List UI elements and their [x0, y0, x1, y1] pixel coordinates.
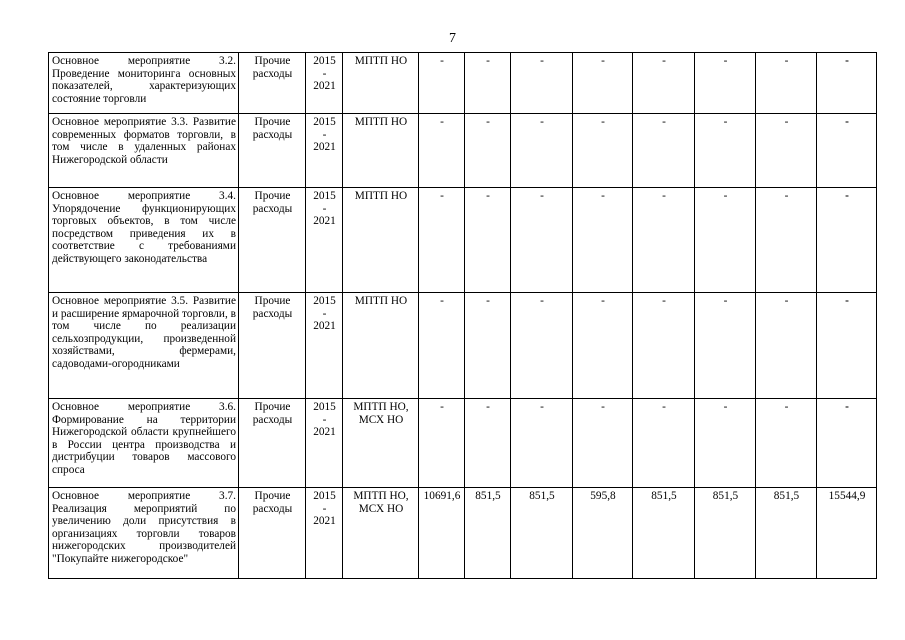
- years-cell: [306, 114, 343, 188]
- year-end: 2021: [313, 426, 336, 439]
- year-end: 2021: [313, 80, 336, 93]
- year-dash: -: [322, 307, 327, 320]
- year-dash: -: [322, 413, 327, 426]
- page-number: 7: [449, 31, 456, 46]
- budget-table: [48, 52, 877, 579]
- year-start: 2015: [313, 401, 336, 413]
- executor: МПТП НО, МСХ НО: [343, 399, 419, 488]
- value-cell: -: [756, 399, 817, 488]
- value-cell: -: [511, 53, 573, 114]
- executor: МПТП НО: [343, 293, 419, 399]
- year-end: 2021: [313, 215, 336, 228]
- value-cell: -: [465, 53, 511, 114]
- value-cell: -: [695, 114, 756, 188]
- activity-name: Основное мероприятие 3.4. Упорядочение функционирующих торговых объектов, в том числе посредством приведения их в соответствие с требованиями действующего законодательства: [49, 188, 239, 293]
- year-start: 2015: [313, 295, 336, 307]
- value-cell: -: [756, 188, 817, 293]
- value-cell-total: -: [817, 114, 877, 188]
- years-cell: [306, 293, 343, 399]
- year-end: 2021: [313, 515, 336, 528]
- year-start: 2015: [313, 190, 336, 202]
- value-cell: 851,5: [633, 488, 695, 579]
- value-cell: -: [419, 293, 465, 399]
- value-cell: -: [756, 114, 817, 188]
- table-row: [49, 399, 877, 488]
- value-cell: -: [465, 114, 511, 188]
- value-cell: -: [695, 293, 756, 399]
- year-dash: -: [322, 202, 327, 215]
- value-cell: -: [419, 188, 465, 293]
- year-end: 2021: [313, 320, 336, 333]
- expense-type: Прочие расходы: [239, 53, 306, 114]
- value-cell: -: [465, 399, 511, 488]
- activity-name: Основное мероприятие 3.7. Реализация мероприятий по увеличению доли присутствия в организациях торговли товаров нижегородских производителей "Покупайте нижегородское": [49, 488, 239, 579]
- expense-type: Прочие расходы: [239, 293, 306, 399]
- activity-name: Основное мероприятие 3.2. Проведение мониторинга основных показателей, характеризующих состояние торговли: [49, 53, 239, 114]
- value-cell: -: [633, 53, 695, 114]
- expense-type: Прочие расходы: [239, 188, 306, 293]
- value-cell-total: 15544,9: [817, 488, 877, 579]
- value-cell: -: [465, 293, 511, 399]
- value-cell: -: [419, 114, 465, 188]
- value-cell: -: [573, 293, 633, 399]
- executor: МПТП НО, МСХ НО: [343, 488, 419, 579]
- value-cell: -: [511, 114, 573, 188]
- year-start: 2015: [313, 55, 336, 67]
- value-cell-total: -: [817, 293, 877, 399]
- value-cell: -: [695, 399, 756, 488]
- activity-name: Основное мероприятие 3.6. Формирование на территории Нижегородской области крупнейшего в России центра производства и дистрибуции товаров массового спроса: [49, 399, 239, 488]
- value-cell: -: [573, 53, 633, 114]
- years-cell: [306, 488, 343, 579]
- value-cell-total: -: [817, 53, 877, 114]
- value-cell: 851,5: [511, 488, 573, 579]
- table-row: [49, 488, 877, 579]
- year-dash: -: [322, 128, 327, 141]
- value-cell: -: [465, 188, 511, 293]
- value-cell: -: [419, 53, 465, 114]
- value-cell: -: [511, 399, 573, 488]
- value-cell: -: [573, 188, 633, 293]
- value-cell-total: -: [817, 188, 877, 293]
- year-start: 2015: [313, 116, 336, 128]
- year-dash: -: [322, 502, 327, 515]
- value-cell: -: [633, 114, 695, 188]
- value-cell: -: [511, 293, 573, 399]
- value-cell: -: [756, 53, 817, 114]
- expense-type: Прочие расходы: [239, 399, 306, 488]
- activity-name: Основное мероприятие 3.3. Развитие современных форматов торговли, в том числе в удаленных районах Нижегородской области: [49, 114, 239, 188]
- value-cell-total: -: [817, 399, 877, 488]
- value-cell: -: [511, 188, 573, 293]
- executor: МПТП НО: [343, 114, 419, 188]
- years-cell: [306, 399, 343, 488]
- years-cell: [306, 188, 343, 293]
- table-row: [49, 53, 877, 114]
- expense-type: Прочие расходы: [239, 488, 306, 579]
- year-end: 2021: [313, 141, 336, 154]
- executor: МПТП НО: [343, 53, 419, 114]
- activity-name: Основное мероприятие 3.5. Развитие и расширение ярмарочной торговли, в том числе по реализации сельхозпродукции, произведенной хозяйствами, фермерами, садоводами-огородниками: [49, 293, 239, 399]
- table-row: [49, 188, 877, 293]
- value-cell: -: [633, 188, 695, 293]
- year-start: 2015: [313, 490, 336, 502]
- value-cell: -: [633, 293, 695, 399]
- value-cell: 851,5: [756, 488, 817, 579]
- years-cell: [306, 53, 343, 114]
- value-cell: -: [573, 114, 633, 188]
- value-cell: -: [756, 293, 817, 399]
- value-cell: -: [633, 399, 695, 488]
- value-cell: -: [573, 399, 633, 488]
- year-dash: -: [322, 67, 327, 80]
- expense-type: Прочие расходы: [239, 114, 306, 188]
- value-cell: -: [695, 53, 756, 114]
- value-cell: 851,5: [695, 488, 756, 579]
- value-cell: -: [695, 188, 756, 293]
- value-cell: 595,8: [573, 488, 633, 579]
- executor: МПТП НО: [343, 188, 419, 293]
- value-cell: 851,5: [465, 488, 511, 579]
- table-row: [49, 293, 877, 399]
- table-row: [49, 114, 877, 188]
- value-cell: -: [419, 399, 465, 488]
- value-cell: 10691,6: [419, 488, 465, 579]
